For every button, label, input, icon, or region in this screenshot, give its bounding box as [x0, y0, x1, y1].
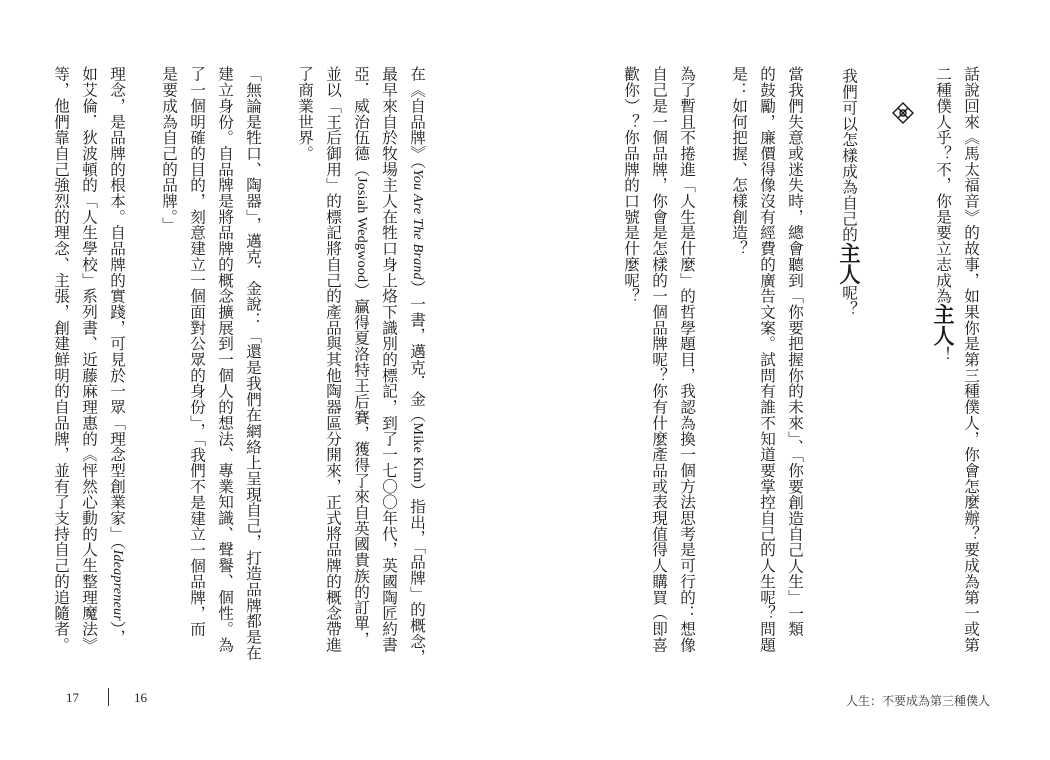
paragraph-line: 如艾倫．狄波頓的「人生學校」系列書、近藤麻理惠的《怦然心動的人生整理魔法》: [80, 66, 98, 653]
paragraph-line: 了商業世界。: [296, 66, 314, 162]
paragraph-line: 為了暫且不捲進「人生是什麼」的哲學題目，我認為換一個方法思考是可行的：想像: [678, 66, 696, 653]
section-heading: 我們可以怎樣成為自己的主人呢？: [837, 68, 862, 317]
paragraph-line: 等，他們靠自己強烈的理念、主張，創建鮮明的自品牌，並有了支持自己的追隨者。: [52, 66, 70, 653]
paragraph-line: 在《自品牌》（You Are The Brand）一書，邁克．金（Mike Kim）指出，「品牌」的概念，: [408, 66, 426, 665]
quote-line: 是要成為自己的品牌。」: [160, 66, 178, 233]
paragraph-line: 最早來自於牧場主人在牲口身上烙下識別的標記，到了一七〇〇年代，英國陶匠約書: [380, 66, 398, 653]
quote-line: 「無論是牲口、陶器」，邁克．金說：「還是我們在網絡上呈現自己，打造品牌都是在: [244, 66, 262, 661]
paragraph-line: 二種僕人乎？不，你是要立志成為主人！: [931, 66, 956, 363]
paragraph-line: 理念，是品牌的根本。自品牌的實踐，可見於一眾「理念型創業家」（Ideapreneur），: [108, 66, 126, 645]
paragraph-line: 話說回來《馬太福音》的故事，如果你是第三種僕人，你會怎麼辦？要成為第一或第: [962, 66, 980, 653]
running-head: 人生：不要成為第三種僕人: [845, 694, 990, 708]
page-number-left: 17: [66, 690, 79, 705]
diamond-knot-ornament-icon: [890, 100, 916, 126]
paragraph-line: 並以「王后御用」的標記將自己的產品與其他陶器區分開來，正式將品牌的概念帶進: [324, 66, 342, 653]
paragraph-line: 歡你）？你品牌的口號是什麼呢？: [622, 66, 640, 304]
quote-line: 了一個明確的目的，刻意建立一個面對公眾的身份」，「我們不是建立一個品牌，而: [188, 66, 206, 637]
page-number-right: 16: [134, 690, 147, 705]
paragraph-line: 當我們失意或迷失時，總會聽到「你要把握你的未來」、「你要創造自己人生」一類: [786, 66, 804, 637]
paragraph-line: 的鼓勵，廉價得像沒有經費的廣告文案。試問有誰不知道要掌控自己的人生呢？問題: [758, 66, 776, 653]
text-block: [52, 66, 990, 665]
quote-line: 建立身份。自品牌是將品牌的概念擴展到一個人的想法、專業知識、聲譽、個性。為: [216, 66, 234, 653]
page-divider: [108, 688, 109, 706]
paragraph-line: 亞．威治伍德（Josiah Wedgwood）贏得夏洛特王后賽，獲得了來自英國貴族的訂單，: [352, 66, 370, 647]
paragraph-line: 是：如何把握、怎樣創造？: [730, 66, 748, 257]
paragraph-line: 自己是一個品牌，你會是怎樣的一個品牌呢？你有什麼產品或表現值得人購買（即喜: [650, 66, 668, 653]
